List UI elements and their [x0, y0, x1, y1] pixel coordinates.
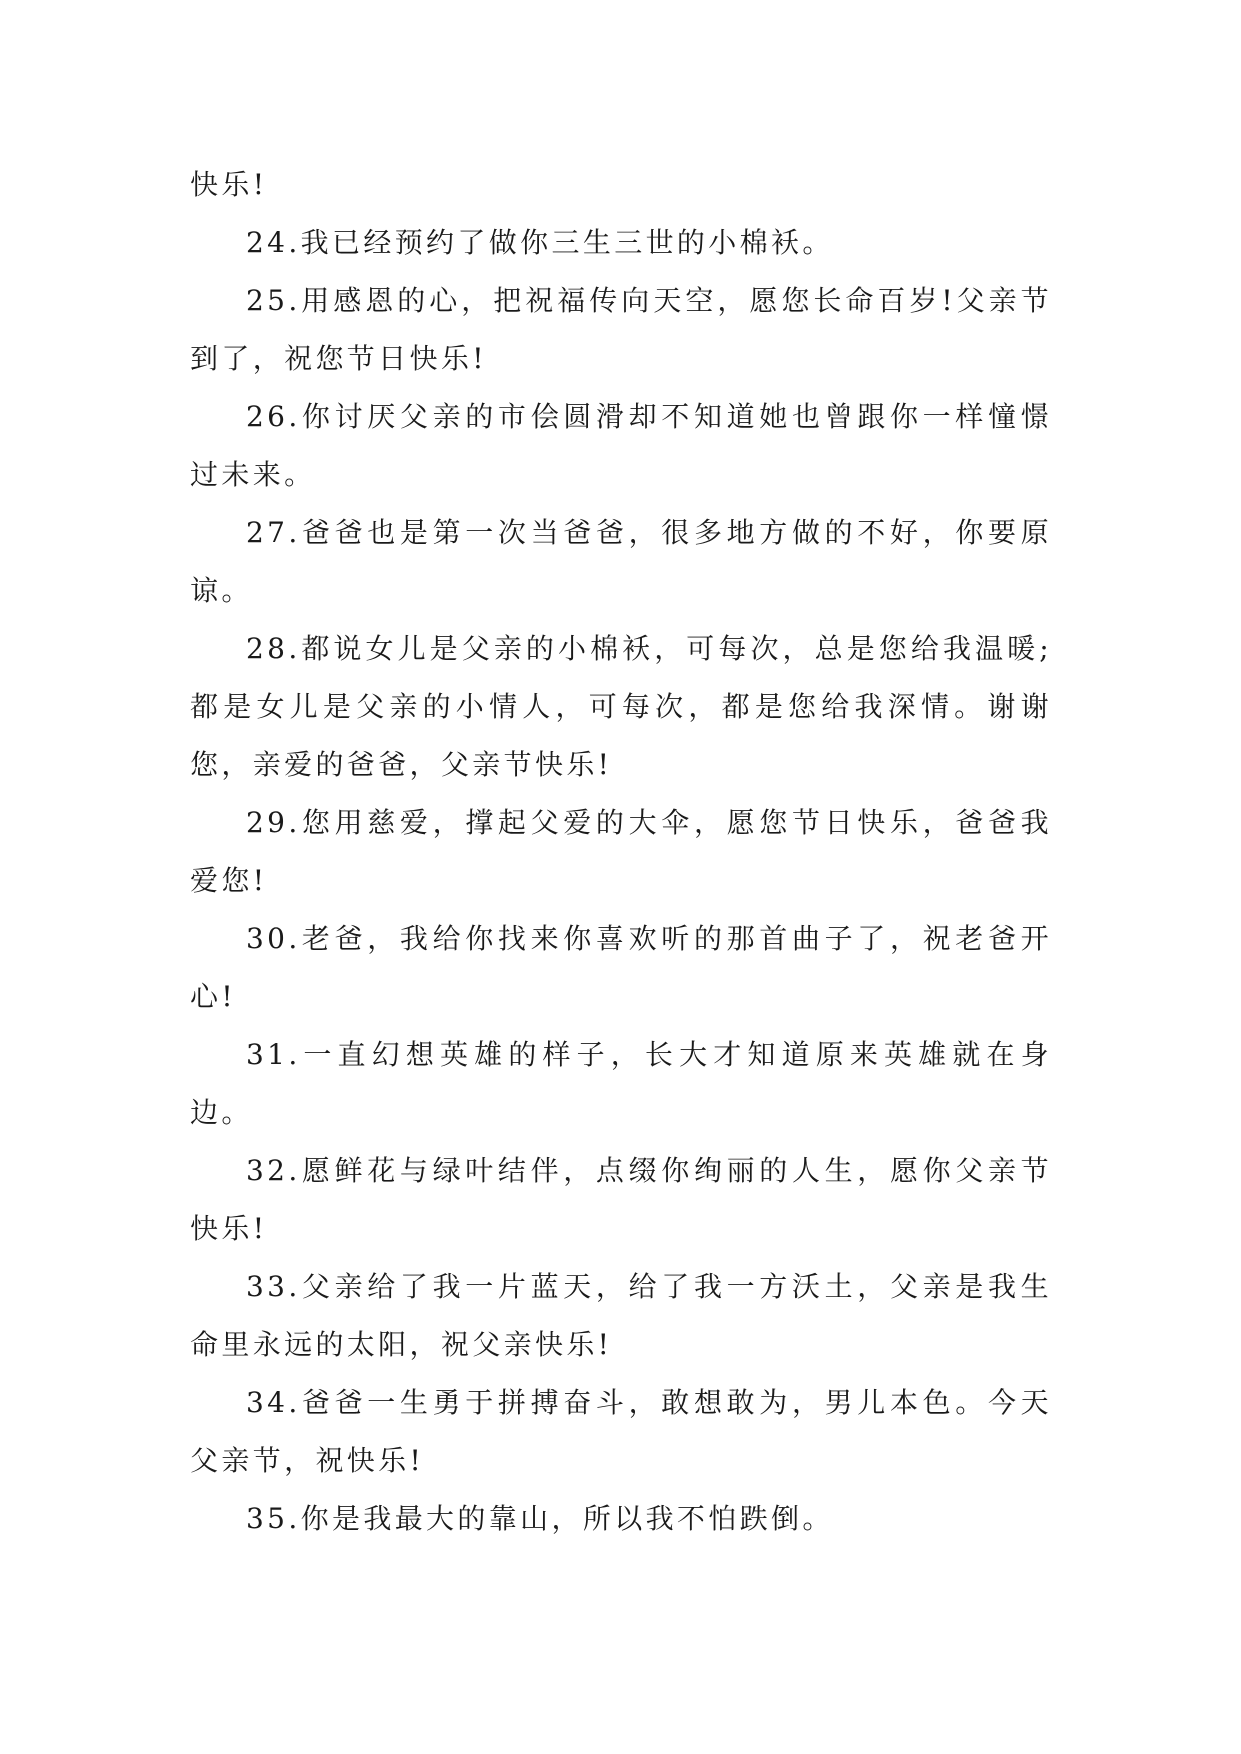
paragraph-31: 31.一直幻想英雄的样子，长大才知道原来英雄就在身边。 — [190, 1038, 1052, 1129]
paragraph-34: 34.爸爸一生勇于拼搏奋斗，敢想敢为，男儿本色。今天父亲节，祝快乐! — [190, 1386, 1052, 1477]
paragraph-35: 35.你是我最大的靠山，所以我不怕跌倒。 — [246, 1502, 834, 1535]
paragraph-32: 32.愿鲜花与绿叶结伴，点缀你绚丽的人生，愿你父亲节快乐! — [190, 1154, 1052, 1245]
paragraph-26: 26.你讨厌父亲的市侩圆滑却不知道她也曾跟你一样憧憬过未来。 — [190, 400, 1052, 491]
paragraph-24: 24.我已经预约了做你三生三世的小棉袄。 — [246, 226, 834, 259]
document-body — [190, 156, 1052, 1548]
paragraph-29: 29.您用慈爱，撑起父爱的大伞，愿您节日快乐，爸爸我爱您! — [190, 806, 1052, 897]
paragraph-27: 27.爸爸也是第一次当爸爸，很多地方做的不好，你要原谅。 — [190, 516, 1052, 607]
paragraph-33: 33.父亲给了我一片蓝天，给了我一方沃土，父亲是我生命里永远的太阳，祝父亲快乐! — [190, 1270, 1052, 1361]
paragraph-continuation: 快乐! — [190, 168, 268, 201]
paragraph-30: 30.老爸，我给你找来你喜欢听的那首曲子了，祝老爸开心! — [190, 922, 1052, 1013]
paragraph-28: 28.都说女儿是父亲的小棉袄，可每次，总是您给我温暖;都是女儿是父亲的小情人，可每次，都是您给我深情。谢谢您，亲爱的爸爸，父亲节快乐! — [190, 632, 1052, 781]
paragraph-25: 25.用感恩的心，把祝福传向天空，愿您长命百岁!父亲节到了，祝您节日快乐! — [190, 284, 1052, 375]
